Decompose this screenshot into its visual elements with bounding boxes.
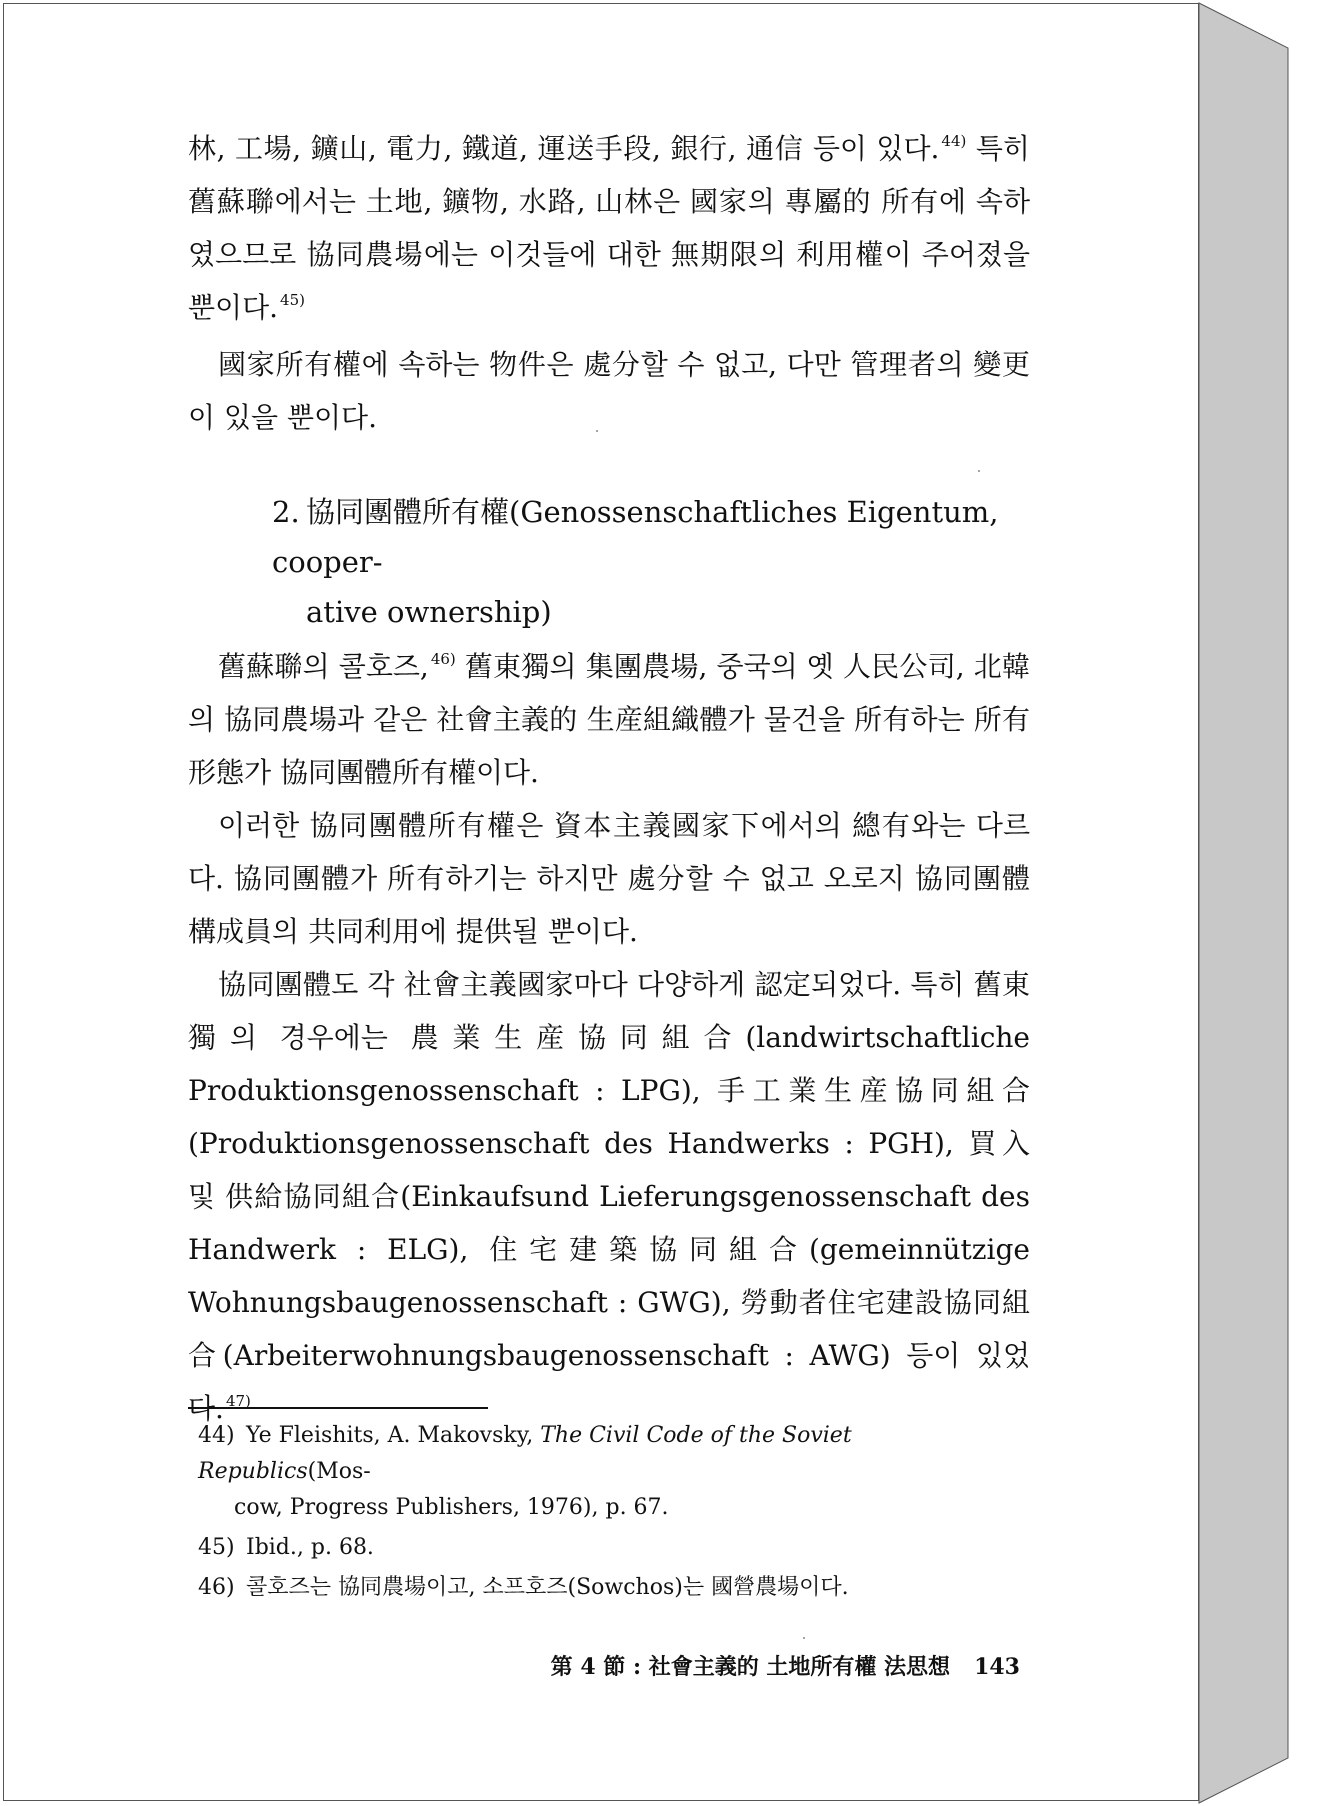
running-title: 第 4 節 : 社會主義的 土地所有權 法思想: [550, 1654, 951, 1680]
footnote-ref-44: 44): [941, 132, 967, 150]
section1-para2: 國家所有權에 속하는 物件은 處分할 수 없고, 다만 管理者의 變更이 있을 뿐이다.: [188, 348, 1030, 434]
section1: [188, 122, 1030, 444]
footnote-45: 45) Ibid., p. 68.: [198, 1535, 374, 1560]
scan-speck: [596, 430, 598, 432]
section-heading: [272, 487, 1032, 637]
footnote-46: 46) 콜호즈는 協同農場이고, 소프호즈(Sowchos)는 國營農場이다.: [198, 1575, 849, 1600]
running-footer: [540, 1650, 1020, 1684]
section2-para2: 이러한 協同團體所有權은 資本主義國家下에서의 總有와는 다르다. 協同團體가 所有하기는 하지만 處分할 수 없고 오로지 協同團體構成員의 共同利用에 提供될 뿐이다.: [188, 809, 1030, 948]
section2-para1: 舊蘇聯의 콜호즈, $^{46)}$ 舊東獨의 集團農場, 중국의 옛 人民公司, 北韓의 協同農場과 같은 社會主義的 生産組織體가 물건을 所有하는 所有形態가 協同團體所有權이다.: [188, 650, 1031, 789]
heading-number: 2.: [272, 495, 300, 529]
footnote-ref-45: 45): [280, 291, 305, 309]
scan-speck: [803, 1637, 805, 1639]
footnote-ref-47: 47): [225, 1392, 251, 1410]
section2: [188, 640, 1030, 1435]
footnote-rule: [188, 1407, 488, 1409]
footnote-44: 44) Ye Fleishits, A. Makovsky, The Civil Code of the Soviet Republics(Mos- cow, Progress Publishers, 1976), p. 67.: [198, 1423, 852, 1520]
heading-title-cont: ative ownership): [306, 595, 552, 629]
scan-speck: [978, 470, 980, 472]
heading-title: 協同團體所有權(Genossenschaftliches Eigentum, cooper-: [272, 495, 999, 579]
section1-para1: 林, 工場, 鑛山, 電力, 鐵道, 運送手段, 銀行, 通信 등이 있다. $^{44)}$ 특히 舊蘇聯에서는 土地, 鑛物, 水路, 山林은 國家의 專屬的 所有에 속하였으므로 協同農場에는 이것들에 대한 無期限의 利用權이 주어졌을 뿐이다. $^{45)}$: [188, 132, 1030, 324]
footnote-ref-46: 46): [430, 650, 456, 668]
section2-para3: 協同團體도 각 社會主義國家마다 다양하게 認定되었다. 특히 舊東獨의 경우에는 農業生産協同組合(landwirtschaftliche Produktionsgenossenschaft : LPG), 手工業生産協同組合(Produktionsgenossenschaft des Handwerks : PGH), 買入 및 供給協同組合(Einkaufsund Lieferungsgenossenschaft des Handwerk : ELG), 住宅建築協同組合(gemeinnützige Wohnungsbaugenossenschaft : GWG), 勞動者住宅建設協同組合(Arbeiterwohnungsbaugenossenschaft : AWG) 등이 있었다. $^{47)}$: [188, 968, 1030, 1425]
footnotes: [198, 1418, 1030, 1610]
page-number: 143: [974, 1654, 1020, 1680]
